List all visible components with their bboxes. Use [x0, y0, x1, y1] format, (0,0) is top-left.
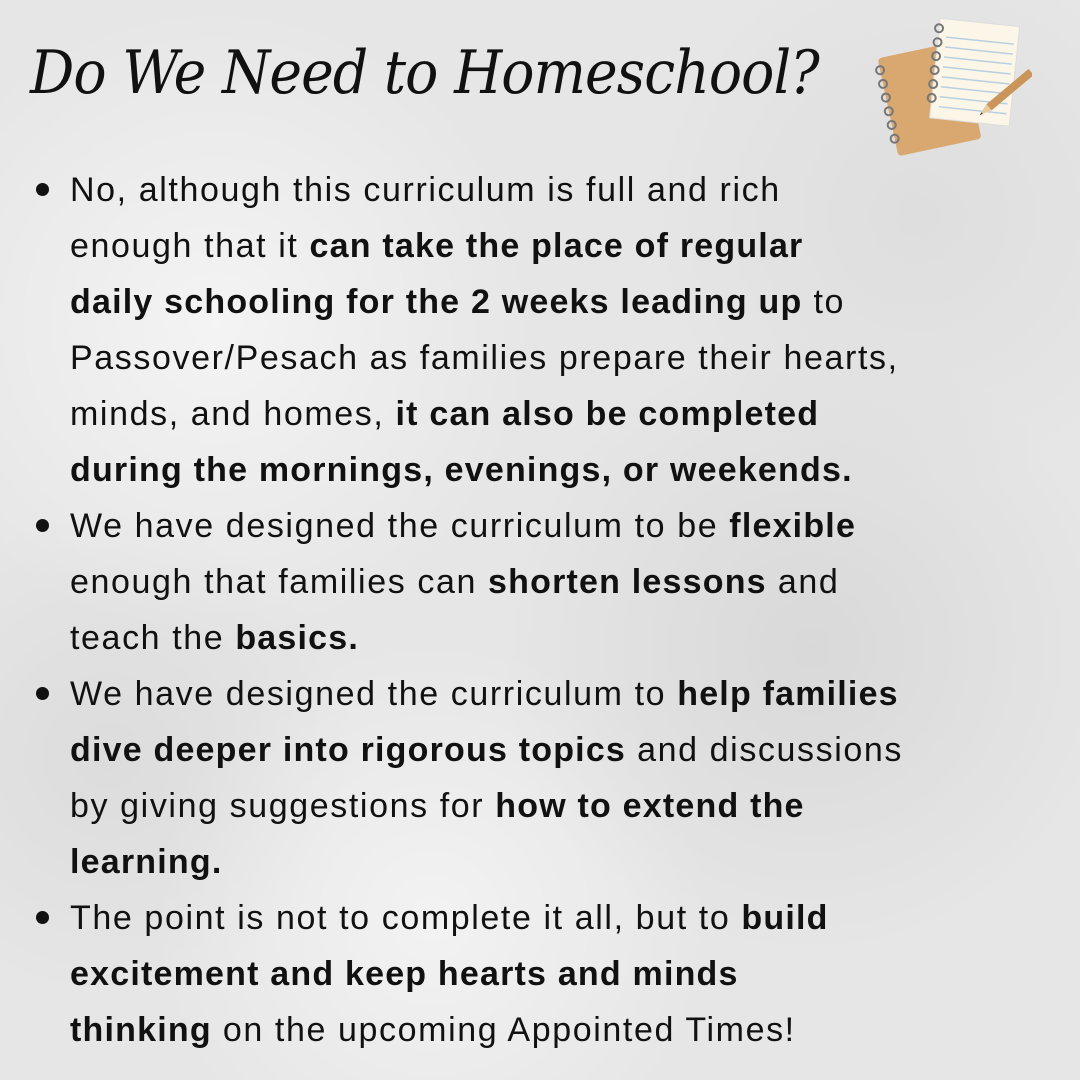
bullet-list [0, 162, 1080, 1058]
bold-text: dive deeper into rigorous topics [70, 731, 627, 769]
text-line [0, 610, 1080, 666]
text-line [0, 498, 1080, 554]
text-line [0, 162, 1080, 218]
text-line [0, 778, 1080, 834]
bullet-dot-icon [36, 519, 49, 532]
bold-text: thinking [70, 1011, 212, 1049]
bold-text: flexible [729, 507, 857, 545]
text-segment: enough that families can [70, 563, 489, 601]
text-segment: and [766, 563, 840, 601]
text-line [0, 946, 1080, 1002]
text-line [0, 330, 1080, 386]
text-segment: to [802, 283, 846, 321]
text-segment: minds, and homes, [70, 395, 396, 433]
bold-text: daily schooling for the 2 weeks leading up [70, 283, 803, 321]
notebooks-with-pencil-icon [872, 18, 1032, 158]
text-line [0, 218, 1080, 274]
bold-text: shorten lessons [488, 563, 767, 601]
text-segment: The point is not to complete it all, but to [70, 899, 742, 937]
bold-text: excitement and keep hearts and minds [70, 955, 739, 993]
text-segment: No, although this curriculum is full and rich [70, 171, 781, 209]
text-segment: enough that it [70, 227, 310, 265]
bullet-item [0, 162, 1080, 498]
bold-text: it can also be completed [395, 395, 820, 433]
bold-text: can take the place of regular [309, 227, 804, 265]
bold-text: learning. [70, 843, 223, 881]
text-segment: teach the [70, 619, 236, 657]
text-line [0, 834, 1080, 890]
text-line [0, 274, 1080, 330]
text-line [0, 442, 1080, 498]
bold-text: during the mornings, evenings, or weekends. [70, 451, 853, 489]
text-line [0, 722, 1080, 778]
text-segment: We have designed the curriculum to [70, 675, 678, 713]
text-segment: on the upcoming Appointed Times! [211, 1011, 796, 1049]
bullet-dot-icon [36, 911, 49, 924]
bullet-item [0, 666, 1080, 890]
bullet-dot-icon [36, 687, 49, 700]
bullet-item [0, 890, 1080, 1058]
text-segment: We have designed the curriculum to be [70, 507, 730, 545]
text-segment: by giving suggestions for [70, 787, 496, 825]
text-line [0, 666, 1080, 722]
page-title: Do We Need to Homeschool? [30, 38, 819, 108]
bold-text: basics. [235, 619, 360, 657]
text-line [0, 386, 1080, 442]
text-segment: and discussions [626, 731, 904, 769]
bullet-item [0, 498, 1080, 666]
text-segment: Passover/Pesach as families prepare their hearts, [70, 339, 899, 377]
bold-text: build [741, 899, 829, 937]
bullet-dot-icon [36, 183, 49, 196]
text-line [0, 554, 1080, 610]
text-line [0, 890, 1080, 946]
text-line [0, 1002, 1080, 1058]
bold-text: how to extend the [495, 787, 805, 825]
bold-text: help families [677, 675, 899, 713]
